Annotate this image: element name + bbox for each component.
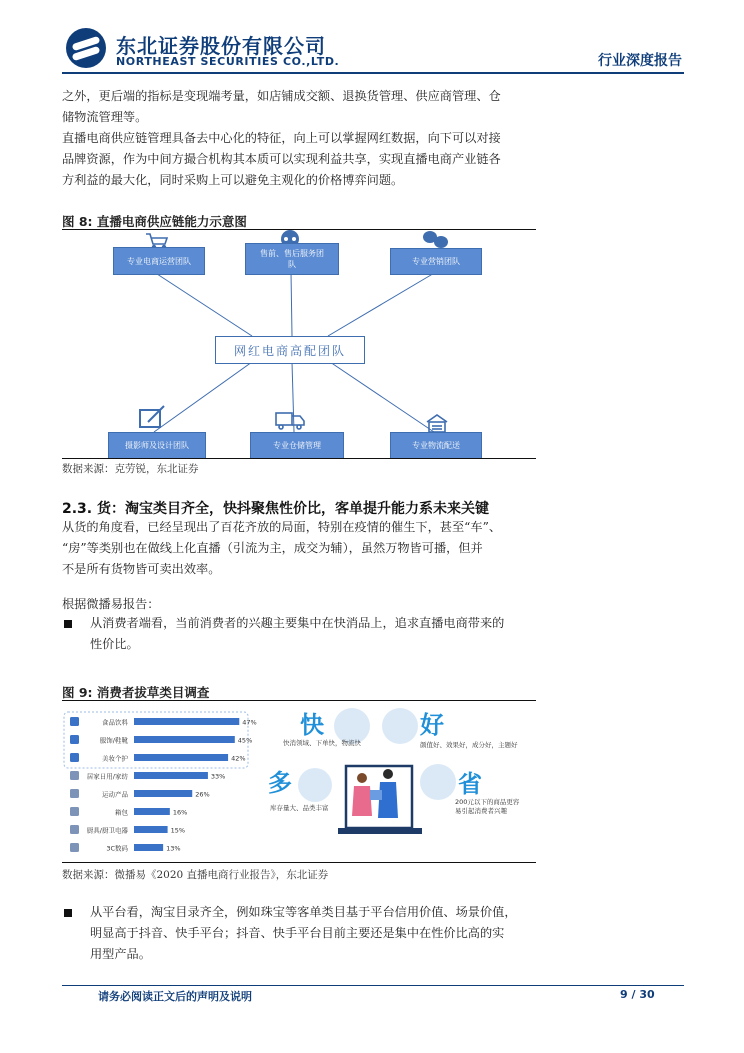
connector-line xyxy=(330,362,434,432)
top-box-service-label: 售前、售后服务团队 xyxy=(260,249,324,269)
connector-line xyxy=(154,362,252,432)
bar-5 xyxy=(134,808,170,815)
bar-value-label: 33% xyxy=(210,772,226,781)
bar-value-label: 16% xyxy=(172,808,188,817)
intro-line: 直播电商供应链管理具备去中心化的特征，向上可以掌握网红数据，向下可以对接 xyxy=(62,131,501,145)
top-box-ops-team: 专业电商运营团队 xyxy=(113,247,205,275)
bar-value-label: 47% xyxy=(242,718,257,727)
bottom-box-warehouse: 专业仓储管理 xyxy=(250,432,344,459)
connector-line xyxy=(154,272,252,336)
bar-category-label: 居家日用/家纺 xyxy=(86,772,128,781)
company-logo xyxy=(66,28,106,68)
brand-name-en: NORTHEAST SECURITIES CO.,LTD. xyxy=(116,55,340,68)
connector-line xyxy=(328,272,436,336)
category-icon xyxy=(70,807,79,816)
footer-rule xyxy=(62,985,684,986)
bar-0 xyxy=(134,718,239,725)
keyword-fast: 快 xyxy=(300,711,324,739)
figure8-title: 图 8: 直播电商供应链能力示意图 xyxy=(62,214,247,229)
boxes-icon xyxy=(298,768,332,802)
header-rule xyxy=(62,72,684,74)
good-note: 颜值好、效果好，成分好，主题好 xyxy=(420,741,518,749)
keyword-save: 省 xyxy=(458,770,482,798)
save-note xyxy=(455,797,519,815)
many-note: 库存量大、品类丰富 xyxy=(270,804,329,812)
bar-1 xyxy=(134,736,235,743)
bar-6 xyxy=(134,826,168,833)
section-line: 不是所有货物皆可卖出效率。 xyxy=(62,562,221,576)
design-edit-icon xyxy=(140,406,164,427)
bullet-line: 从消费者端看，当前消费者的兴趣主要集中在快消品上，追求直播电商带来的 xyxy=(90,616,505,630)
connector-line xyxy=(291,272,292,336)
report-type: 行业深度报告 xyxy=(598,53,682,69)
category-icon xyxy=(70,753,79,762)
section-line: “房”等类别也在做线上化直播（引流为主，成交为辅），虽然万物皆可播，但并 xyxy=(62,541,483,555)
bar-value-label: 45% xyxy=(237,736,253,745)
bullet-line: 明显高于抖音、快手平台；抖音、快手平台目前主要还是集中在性价比高的实 xyxy=(90,926,505,940)
figure9-title: 图 9: 消费者拔草类目调查 xyxy=(62,685,210,700)
intro-line: 品牌资源，作为中间方撮合机构其本质可以实现利益共享，实现直播电商产业链各 xyxy=(62,152,501,166)
keyword-good: 好 xyxy=(420,711,444,739)
thumbs-up-icon xyxy=(382,708,418,744)
brand-name-cn: 东北证券股份有限公司 xyxy=(116,34,326,58)
bar-category-label: 服饰/鞋靴 xyxy=(99,736,128,745)
bar-7 xyxy=(134,844,163,851)
bar-category-label: 运动产品 xyxy=(102,790,128,799)
center-box: 网红电商高配团队 xyxy=(215,336,365,364)
bullet-platform xyxy=(90,902,540,965)
category-icon xyxy=(70,789,79,798)
bar-value-label: 26% xyxy=(195,790,210,799)
bottom-box-logistics: 专业物流配送 xyxy=(390,432,482,459)
bar-value-label: 13% xyxy=(166,844,181,853)
bar-value-label: 15% xyxy=(170,826,186,835)
bar-category-label: 3C数码 xyxy=(106,844,128,853)
top-box-marketing-team: 专业营销团队 xyxy=(390,248,482,275)
keyword-many: 多 xyxy=(268,769,292,797)
bullet-line: 用型产品。 xyxy=(90,947,151,961)
bar-value-label: 42% xyxy=(231,754,246,763)
intro-text xyxy=(62,86,684,191)
category-icon xyxy=(70,825,79,834)
bullet-consumer xyxy=(90,613,540,655)
category-bar-chart xyxy=(62,708,262,858)
fast-note: 快消领域、下单快，物流快 xyxy=(283,739,361,747)
bar-category-label: 箱包 xyxy=(115,808,128,817)
page-number: 9 / 30 xyxy=(620,988,655,1001)
category-icon xyxy=(70,843,79,852)
category-icon xyxy=(70,735,79,744)
footer-disclaimer: 请务必阅读正文后的声明及说明 xyxy=(98,990,252,1003)
bullet-square xyxy=(64,909,72,917)
bar-category-label: 厨具/厨卫电器 xyxy=(86,826,128,835)
figure8-bottom-rule xyxy=(62,458,536,459)
laptop-illustration xyxy=(338,760,422,840)
figure9-bottom-rule xyxy=(62,862,536,863)
section-body xyxy=(62,517,684,580)
figure8-source: 数据来源：克劳锐，东北证券 xyxy=(62,463,199,475)
bar-category-label: 美妆个护 xyxy=(102,754,128,763)
top-box-service-team xyxy=(245,243,339,275)
section-line: 从货的角度看，已经呈现出了百花齐放的局面，特别在疫情的催生下，甚至“车”、 xyxy=(62,520,502,534)
truck-icon xyxy=(276,413,304,429)
intro-line: 之外，更后端的指标是变现端考量，如店铺成交额、退换货管理、供应商管理、仓 xyxy=(62,89,501,103)
bullet-line: 性价比。 xyxy=(90,637,139,651)
section-heading: 2.3. 货：淘宝类目齐全，快抖聚焦性价比，客单提升能力系未来关键 xyxy=(62,501,489,517)
figure9-top-rule xyxy=(62,700,536,701)
bar-4 xyxy=(134,790,192,797)
category-icon xyxy=(70,771,79,780)
piggy-bank-icon xyxy=(420,764,456,800)
chat-icon xyxy=(423,231,448,248)
category-icon xyxy=(70,717,79,726)
bullet-square xyxy=(64,620,72,628)
bottom-box-design-team: 摄影师及设计团队 xyxy=(108,432,206,459)
figure9-source: 数据来源：微播易《2020 直播电商行业报告》，东北证券 xyxy=(62,869,329,881)
bullet-line: 从平台看，淘宝目录齐全，例如珠宝等客单类目基于平台信用价值、场景价值， xyxy=(90,905,517,919)
intro-line: 方利益的最大化，同时采购上可以避免主观化的价格博弈问题。 xyxy=(62,173,404,187)
save-note-line: 易引起消费者兴趣 xyxy=(455,807,507,815)
bar-3 xyxy=(134,772,208,779)
report-intro: 根据微播易报告： xyxy=(62,597,160,611)
save-note-line: 200元以下的商品更容 xyxy=(455,798,520,806)
bar-category-label: 食品饮料 xyxy=(102,718,128,727)
bar-2 xyxy=(134,754,228,761)
intro-line: 储物流管理等。 xyxy=(62,110,148,124)
